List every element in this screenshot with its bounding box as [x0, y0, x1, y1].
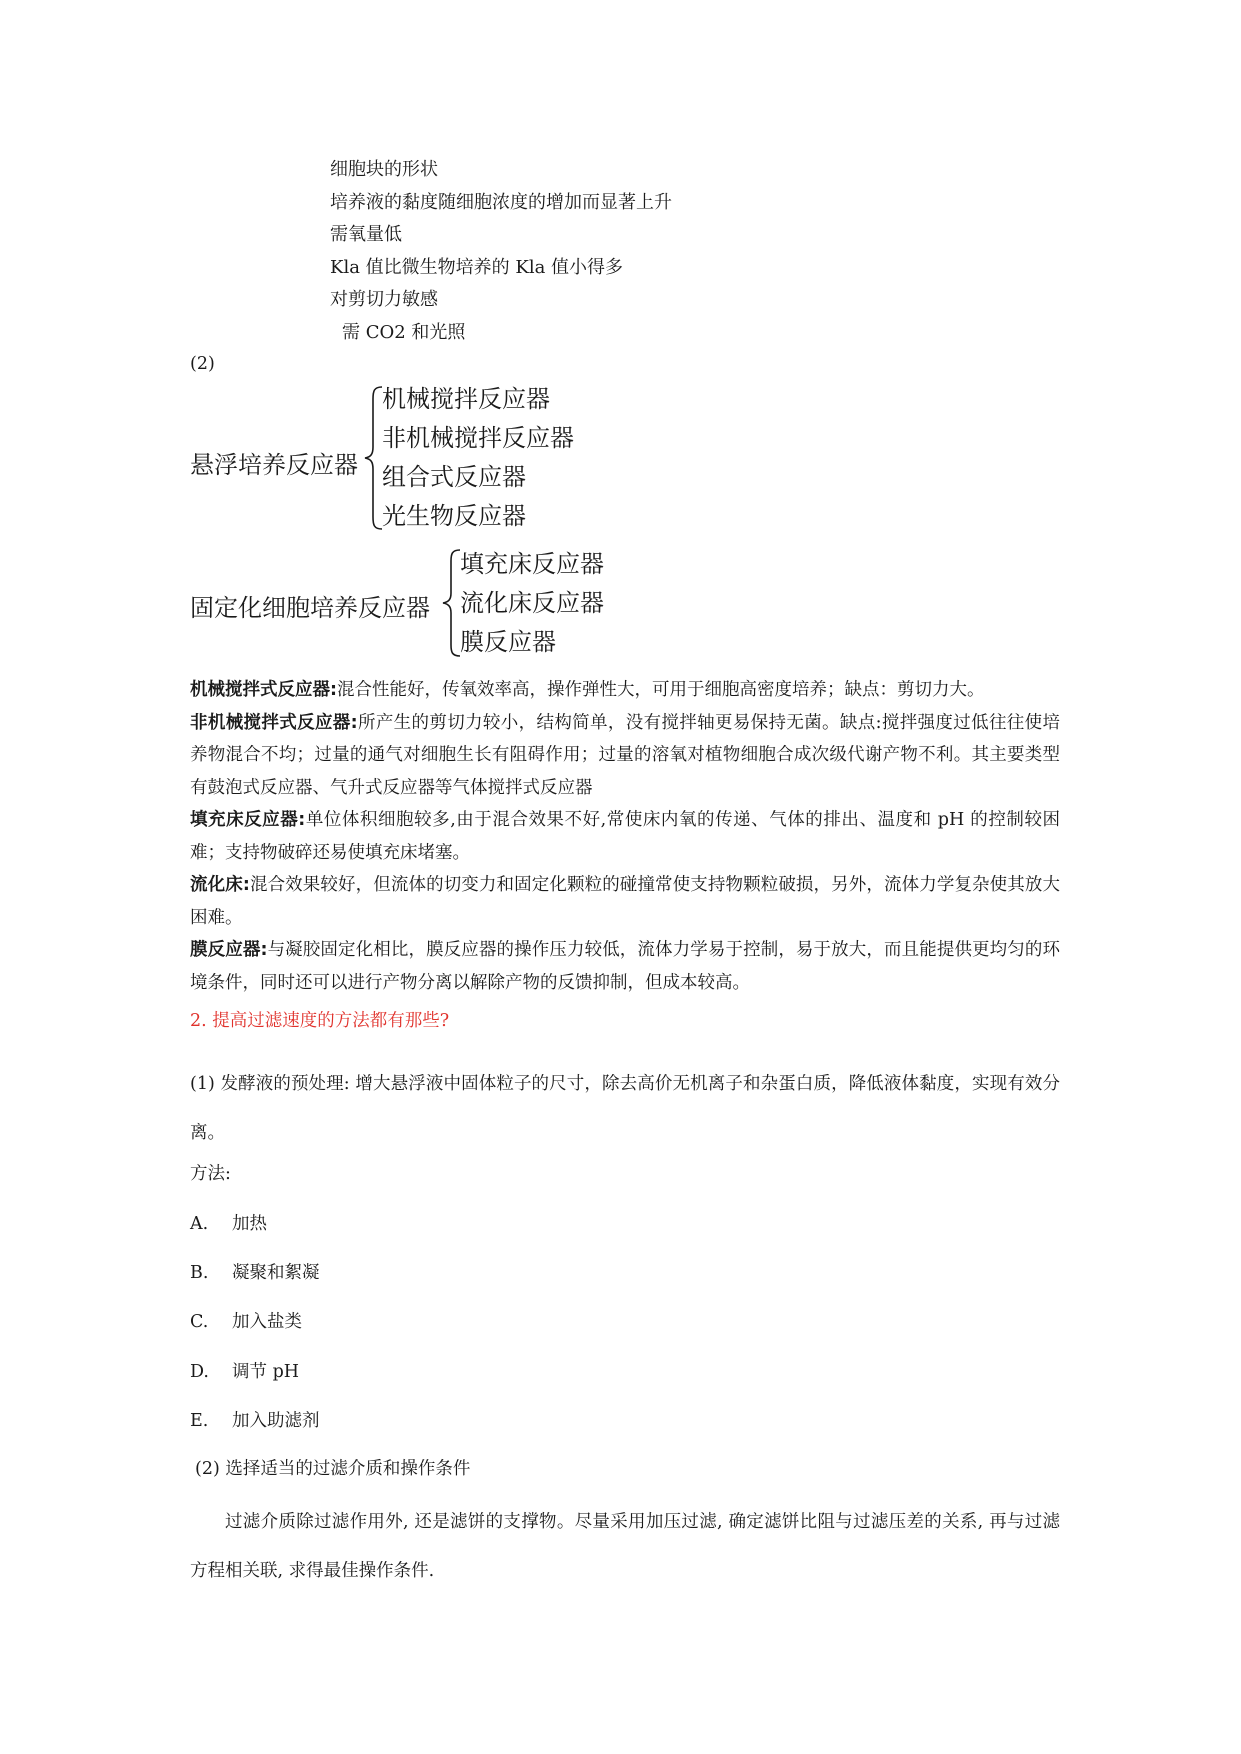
tree1-child: 组合式反应器 — [382, 463, 526, 491]
description-item — [190, 707, 1060, 805]
method-item — [190, 1210, 267, 1235]
trait-item: 培养液的黏度随细胞浓度的增加而显著上升 — [330, 191, 672, 213]
description-term: 填充床反应器: — [190, 810, 306, 830]
method-text: 调节 pH — [232, 1362, 300, 1382]
tree2-child: 填充床反应器 — [460, 550, 604, 578]
method-item — [190, 1407, 320, 1432]
method-letter: E. — [190, 1411, 209, 1431]
description-term: 膜反应器: — [190, 940, 268, 960]
question-heading: 2. 提高过滤速度的方法都有那些? — [190, 1011, 450, 1031]
methods-label: 方法: — [190, 1164, 231, 1184]
tree2-root: 固定化细胞培养反应器 — [190, 594, 430, 622]
tree1-child: 非机械搅拌反应器 — [382, 424, 574, 452]
tree2-child: 膜反应器 — [460, 628, 556, 656]
trait-item: Kla 值比微生物培养的 Kla 值小得多 — [330, 256, 624, 278]
method-text: 加入助滤剂 — [232, 1411, 320, 1431]
description-text: 混合性能好，传氧效率高，操作弹性大，可用于细胞高密度培养；缺点：剪切力大。 — [337, 680, 985, 700]
trait-item: 细胞块的形状 — [330, 159, 438, 180]
method-text: 凝聚和絮凝 — [232, 1263, 320, 1283]
trait-item: 对剪切力敏感 — [330, 289, 438, 311]
tree1-child: 机械搅拌反应器 — [382, 385, 550, 413]
tree1-children — [382, 380, 574, 536]
method-letter: A. — [190, 1214, 209, 1234]
description-text: 所产生的剪切力较小，结构简单，没有搅拌轴更易保持无菌。缺点:搅拌强度过低往往使培养物混合不均；过量的通气对细胞生长有阻碍作用；过量的溶氧对植物细胞合成次级代谢产物不利。其主要类型有鼓泡式反应器、气升式反应器等气体搅拌式反应器 — [190, 712, 1060, 798]
tree1-root: 悬浮培养反应器 — [190, 451, 358, 479]
trait-item: 需 CO2 和光照 — [342, 321, 466, 343]
method-letter: C. — [190, 1312, 209, 1332]
pretreatment-paragraph: (1) 发酵液的预处理: 增大悬浮液中固体粒子的尺寸，除去高价无机离子和杂蛋白质，降低液体黏度，实现有效分离。 — [190, 1074, 1060, 1143]
tree1-brace — [362, 385, 384, 531]
description-item — [190, 934, 1060, 999]
method-text: 加热 — [232, 1214, 267, 1234]
method-letter: D. — [190, 1362, 209, 1382]
description-item — [190, 674, 1060, 707]
tree1-child: 光生物反应器 — [382, 502, 526, 530]
description-term: 机械搅拌式反应器: — [190, 680, 337, 700]
section-label: (2) — [190, 354, 215, 374]
tree2-child: 流化床反应器 — [460, 589, 604, 617]
description-item — [190, 804, 1060, 869]
trait-item: 需氧量低 — [330, 224, 402, 246]
method-letter: B. — [190, 1263, 209, 1283]
description-text: 与凝胶固定化相比，膜反应器的操作压力较低，流体力学易于控制，易于放大，而且能提供更均匀的环境条件，同时还可以进行产物分离以解除产物的反馈抑制，但成本较高。 — [190, 940, 1061, 993]
tree2-children — [460, 545, 604, 662]
method-text: 加入盐类 — [232, 1312, 302, 1332]
method-item — [190, 1308, 302, 1333]
description-term: 流化床: — [190, 875, 250, 895]
method-item — [190, 1358, 299, 1383]
description-term: 非机械搅拌式反应器: — [190, 712, 358, 733]
tree2-brace — [440, 548, 462, 658]
description-text: 混合效果较好，但流体的切变力和固定化颗粒的碰撞常使支持物颗粒破损，另外，流体力学复杂使其放大困难。 — [190, 875, 1061, 928]
description-text: 单位体积细胞较多,由于混合效果不好,常使床内氧的传递、气体的排出、温度和 pH 的控制较困难；支持物破碎还易使填充床堵塞。 — [190, 810, 1060, 863]
method-item — [190, 1259, 320, 1284]
traits-list — [330, 154, 672, 350]
medium-title: (2) 选择适当的过滤介质和操作条件 — [195, 1459, 471, 1479]
description-item — [190, 869, 1060, 934]
medium-paragraph: 过滤介质除过滤作用外, 还是滤饼的支撑物。尽量采用加压过滤, 确定滤饼比阻与过滤压差的关系, 再与过滤方程相关联, 求得最佳操作条件. — [190, 1512, 1060, 1581]
reactor-descriptions — [190, 674, 1060, 999]
